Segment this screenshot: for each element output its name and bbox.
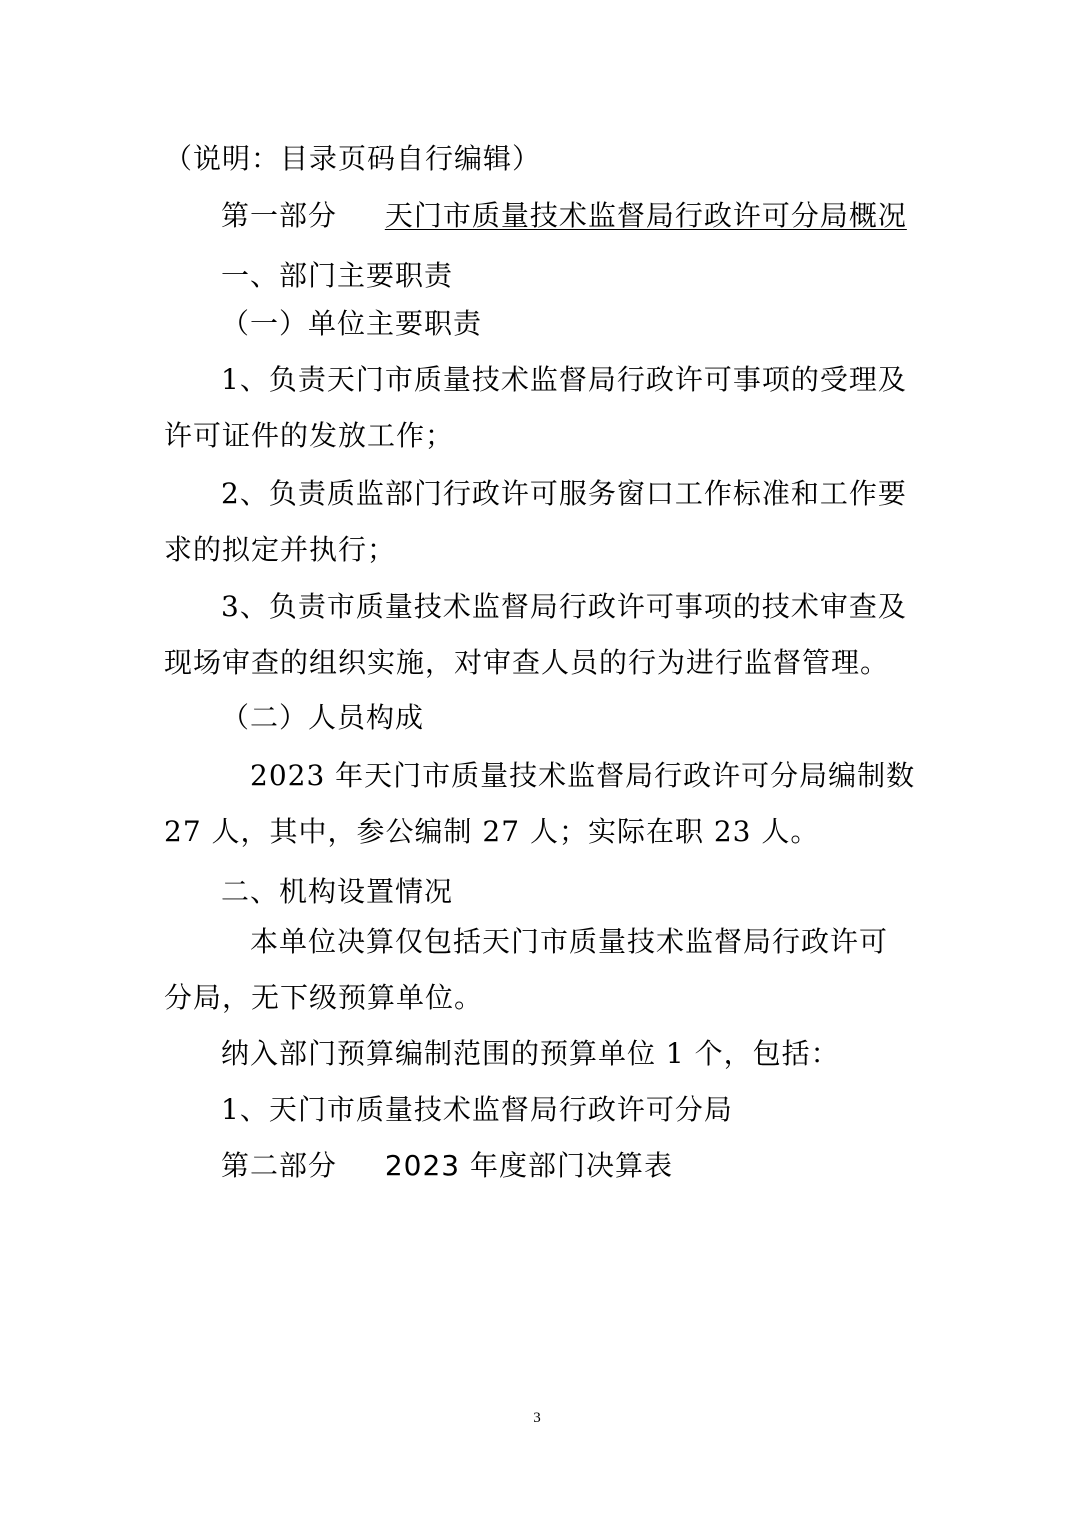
duty-item-2-line1: 2、负责质监部门行政许可服务窗口工作标准和工作要 xyxy=(221,477,907,510)
structure-para2: 纳入部门预算编制范围的预算单位 1 个，包括： xyxy=(221,1037,840,1070)
part1-heading xyxy=(221,196,907,236)
budget-unit-item-1: 1、天门市质量技术监督局行政许可分局 xyxy=(221,1093,733,1126)
duty-item-3-line1: 3、负责市质量技术监督局行政许可事项的技术审查及 xyxy=(221,590,907,623)
duty-item-2-line2: 求的拟定并执行； xyxy=(164,533,397,566)
part2-heading xyxy=(221,1146,673,1186)
section2-heading: 二、机构设置情况 xyxy=(221,875,454,908)
duty-item-1-line1: 1、负责天门市质量技术监督局行政许可事项的受理及 xyxy=(221,363,907,396)
subsection2-heading: （二）人员构成 xyxy=(221,701,425,734)
part1-prefix: 第一部分 xyxy=(221,199,338,232)
structure-para1-line1: 本单位决算仅包括天门市质量技术监督局行政许可 xyxy=(250,925,889,958)
section1-heading: 一、部门主要职责 xyxy=(221,259,454,292)
subsection1-heading: （一）单位主要职责 xyxy=(221,307,483,340)
page-number: 3 xyxy=(533,1410,541,1426)
part2-title: 2023 年度部门决算表 xyxy=(384,1149,673,1182)
duty-item-3-line2: 现场审查的组织实施，对审查人员的行为进行监督管理。 xyxy=(164,646,890,679)
part1-title: 天门市质量技术监督局行政许可分局概况 xyxy=(384,199,907,232)
staffing-line1: 2023 年天门市质量技术监督局行政许可分局编制数 xyxy=(250,759,916,792)
part2-prefix: 第二部分 xyxy=(221,1149,338,1182)
structure-para1-line2: 分局，无下级预算单位。 xyxy=(164,981,484,1014)
toc-note: （说明：目录页码自行编辑） xyxy=(164,142,542,175)
duty-item-1-line2: 许可证件的发放工作； xyxy=(164,419,455,452)
staffing-line2: 27 人，其中，参公编制 27 人；实际在职 23 人。 xyxy=(164,815,820,848)
